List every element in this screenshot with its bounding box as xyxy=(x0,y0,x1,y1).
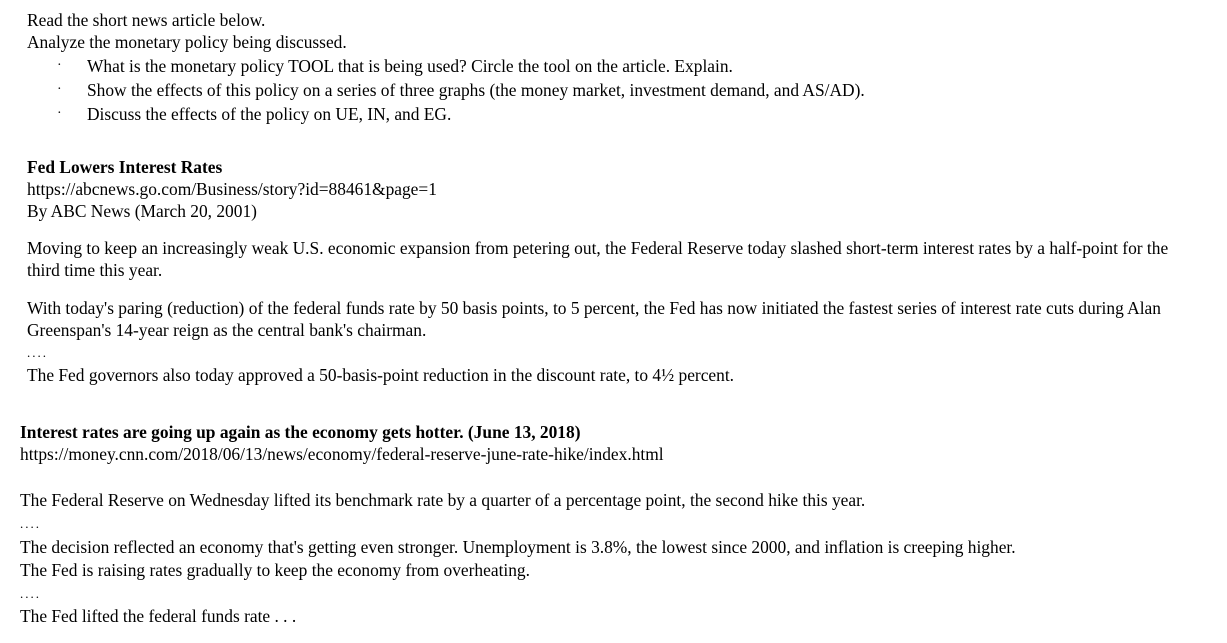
article2-paragraph-1: The Federal Reserve on Wednesday lifted its benchmark rate by a quarter of a percentage point, the second hike this year. xyxy=(20,490,866,510)
bullet-text: Discuss the effects of the policy on UE, IN, and EG. xyxy=(87,104,452,124)
article1-paragraph-1: Moving to keep an increasingly weak U.S. economic expansion from petering out, the Federal Reserve today slashed short-term interest rates by a half-point for the third time this year. xyxy=(27,238,1169,280)
bullet-icon: · xyxy=(57,106,62,121)
instruction-bullet-2 xyxy=(0,79,1200,101)
bullet-icon: · xyxy=(57,58,62,73)
instruction-line-1: Read the short news article below. xyxy=(27,10,266,30)
instruction-bullet-3 xyxy=(0,103,1200,125)
article1-byline: By ABC News (March 20, 2001) xyxy=(27,201,257,221)
article2-ellipsis-2: .... xyxy=(20,586,41,601)
article1-url: https://abcnews.go.com/Business/story?id=88461&page=1 xyxy=(27,179,437,199)
article2-paragraph-3: The Fed lifted the federal funds rate . . . xyxy=(20,606,297,626)
article1-paragraph-2: With today's paring (reduction) of the federal funds rate by 50 basis points, to 5 percent, the Fed has now initiated the fastest series of interest rate cuts during Alan Greenspan's 14-year reign as the central bank's chairman. xyxy=(27,298,1161,340)
article2-url: https://money.cnn.com/2018/06/13/news/economy/federal-reserve-june-rate-hike/index.html xyxy=(20,444,664,464)
bullet-icon: · xyxy=(57,82,62,97)
article2-ellipsis-1: .... xyxy=(20,516,41,531)
article1-ellipsis: .... xyxy=(27,345,48,360)
article1-paragraph-3: The Fed governors also today approved a 50-basis-point reduction in the discount rate, to 4½ percent. xyxy=(27,365,735,385)
article2-paragraph-2-line-1: The decision reflected an economy that's getting even stronger. Unemployment is 3.8%, the lowest since 2000, and inflation is creeping higher. xyxy=(20,537,1016,557)
bullet-text: What is the monetary policy TOOL that is being used? Circle the tool on the article. Explain. xyxy=(87,56,733,76)
article1-title: Fed Lowers Interest Rates xyxy=(27,157,223,177)
bullet-text: Show the effects of this policy on a series of three graphs (the money market, investment demand, and AS/AD). xyxy=(87,80,865,100)
article2-paragraph-2-line-2: The Fed is raising rates gradually to keep the economy from overheating. xyxy=(20,560,530,580)
article2-title: Interest rates are going up again as the economy gets hotter. (June 13, 2018) xyxy=(20,422,581,442)
instruction-bullet-1 xyxy=(0,55,1200,77)
instruction-line-2: Analyze the monetary policy being discussed. xyxy=(27,32,347,52)
